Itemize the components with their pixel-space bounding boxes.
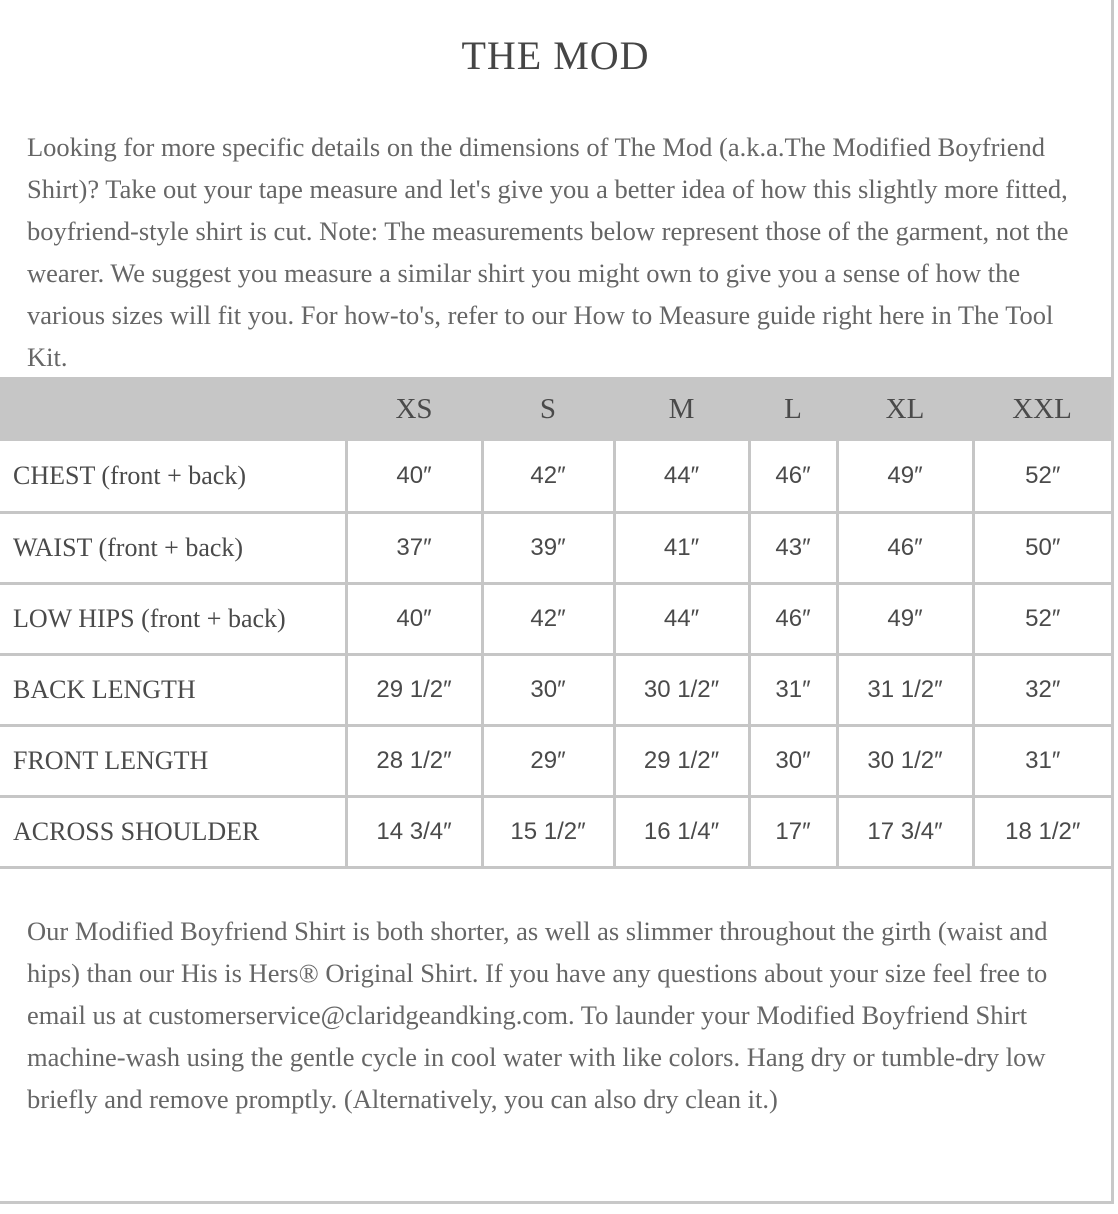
row-label-front-length: FRONT LENGTH xyxy=(0,725,346,796)
table-cell: 46″ xyxy=(749,441,837,512)
table-row-back-length xyxy=(0,654,1111,725)
care-paragraph: Our Modified Boyfriend Shirt is both shorter, as well as slimmer throughout the girth (waist and hips) than our His is Hers® Original Shirt. If you have any questions about your size feel free to email us at customerservice@claridgeandking.com. To launder your Modified Boyfriend Shirt machine-wash using the gentle cycle in cool water with like colors. Hang dry or tumble-dry low briefly and remove promptly. (Alternatively, you can also dry clean it.) xyxy=(27,916,1048,1114)
page-frame-bottom xyxy=(0,1201,1114,1204)
size-header-row xyxy=(0,377,1111,441)
table-cell: 17″ xyxy=(749,796,837,867)
table-cell: 32″ xyxy=(973,654,1111,725)
page-frame-right xyxy=(1111,0,1114,1204)
table-cell: 52″ xyxy=(973,441,1111,512)
size-header-xxl: XXL xyxy=(1012,392,1072,425)
table-cell: 49″ xyxy=(837,583,973,654)
table-cell: 18 1/2″ xyxy=(973,796,1111,867)
table-cell: 30″ xyxy=(749,725,837,796)
table-cell: 30 1/2″ xyxy=(614,654,749,725)
table-cell: 29 1/2″ xyxy=(614,725,749,796)
header-blank-cell xyxy=(0,377,346,441)
table-cell: 15 1/2″ xyxy=(482,796,614,867)
table-cell: 46″ xyxy=(749,583,837,654)
table-cell: 40″ xyxy=(346,441,482,512)
table-cell: 50″ xyxy=(973,512,1111,583)
table-cell: 42″ xyxy=(482,583,614,654)
table-cell: 46″ xyxy=(837,512,973,583)
table-cell: 16 1/4″ xyxy=(614,796,749,867)
table-cell: 37″ xyxy=(346,512,482,583)
table-cell: 29″ xyxy=(482,725,614,796)
table-cell: 17 3/4″ xyxy=(837,796,973,867)
intro-paragraph: Looking for more specific details on the dimensions of The Mod (a.k.a.The Modified Boyfriend Shirt)? Take out your tape measure and let's give you a better idea of how this slightly more fitted, boyfriend-style shirt is cut. Note: The measurements below represent those of the garment, not the wearer. We suggest you measure a similar shirt you might own to give you a sense of how the various sizes will fit you. For how-to's, refer to our How to Measure guide right here in The Tool Kit. xyxy=(27,132,1069,372)
table-cell: 52″ xyxy=(973,583,1111,654)
table-cell: 42″ xyxy=(482,441,614,512)
table-cell: 44″ xyxy=(614,441,749,512)
table-cell: 39″ xyxy=(482,512,614,583)
size-header-s: S xyxy=(539,392,557,425)
table-cell: 30″ xyxy=(482,654,614,725)
size-header-l: L xyxy=(784,392,802,425)
table-cell: 43″ xyxy=(749,512,837,583)
table-row-across-shoulder xyxy=(0,796,1111,867)
size-header-m: M xyxy=(668,392,695,425)
table-cell: 28 1/2″ xyxy=(346,725,482,796)
row-label-chest: CHEST (front + back) xyxy=(0,441,346,512)
size-header-xl: XL xyxy=(885,392,925,425)
table-cell: 40″ xyxy=(346,583,482,654)
row-label-across-shoulder: ACROSS SHOULDER xyxy=(0,796,346,867)
table-row-low-hips xyxy=(0,583,1111,654)
table-row-waist xyxy=(0,512,1111,583)
row-label-low-hips: LOW HIPS (front + back) xyxy=(0,583,346,654)
table-cell: 31″ xyxy=(749,654,837,725)
table-row-chest xyxy=(0,441,1111,512)
row-label-back-length: BACK LENGTH xyxy=(0,654,346,725)
row-label-waist: WAIST (front + back) xyxy=(0,512,346,583)
table-cell: 30 1/2″ xyxy=(837,725,973,796)
table-cell: 44″ xyxy=(614,583,749,654)
table-row-front-length xyxy=(0,725,1111,796)
table-cell: 49″ xyxy=(837,441,973,512)
size-chart-table xyxy=(0,377,1111,869)
table-cell: 29 1/2″ xyxy=(346,654,482,725)
table-cell: 41″ xyxy=(614,512,749,583)
table-cell: 14 3/4″ xyxy=(346,796,482,867)
size-header-xs: XS xyxy=(395,392,433,425)
table-cell: 31″ xyxy=(973,725,1111,796)
page-title: THE MOD xyxy=(461,33,650,78)
table-cell: 31 1/2″ xyxy=(837,654,973,725)
